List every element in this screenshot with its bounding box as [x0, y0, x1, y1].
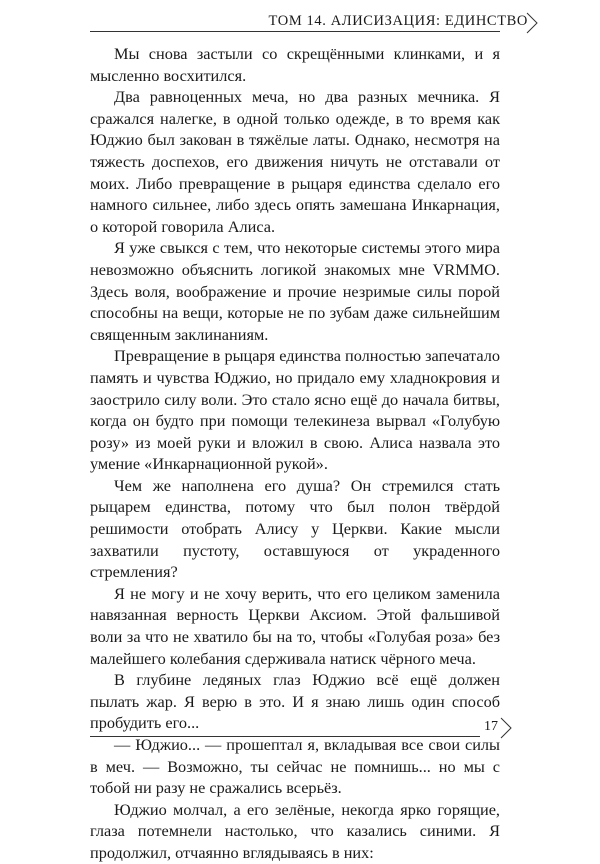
- paragraph: Юджио молчал, а его зелёные, некогда ярко горящие, глаза потемнели настолько, что казались синими. Я продолжил, отчаянно вглядываясь в них:: [90, 799, 500, 862]
- footer-rule: [90, 736, 480, 737]
- paragraph: В глубине ледяных глаз Юджио всё ещё должен пылать жар. Я верю в это. И я знаю лишь один способ пробудить его...: [90, 670, 500, 733]
- header-rule: [90, 31, 500, 32]
- paragraph: Мы снова застыли со скрещёнными клинками, и я мысленно восхитился.: [90, 44, 500, 85]
- paragraph: Превращение в рыцаря единства полностью запечатало память и чувства Юджио, но придало ему хладнокровия и заострило силу воли. Это стало ясно ещё до начала битвы, когда он будто при помощи телекинеза вырвал «Голубую розу» из моей руки и вложил в свою. Алиса назвала это умение «Инкарнационной рукой».: [90, 346, 500, 474]
- paragraph: Я не могу и не хочу верить, что его целиком заменила навязанная верность Церкви Аксиом. Этой фальшивой воли за что не хватило бы на то, чтобы «Голубая роза» без малейшего колебания сдерживала натиск чёрного меча.: [90, 583, 500, 668]
- chevron-right-icon: [526, 12, 538, 34]
- paragraph: — Юджио... — прошептал я, вкладывая все свои силы в меч. — Возможно, ты сейчас не помнишь... но мы с тобой ни разу не сражались всерьёз.: [90, 735, 500, 798]
- body-text: [90, 43, 500, 864]
- paragraph: Чем же наполнена его душа? Он стремился стать рыцарем единства, потому что был полон твёрдой решимости отобрать Алису у Церкви. Какие мысли захватили пустоту, оставшуюся от украденного стремления?: [90, 475, 500, 582]
- running-header: [90, 10, 600, 32]
- chevron-right-icon: [500, 717, 512, 739]
- page-footer: [90, 716, 520, 738]
- paragraph: Я уже свыкся с тем, что некоторые системы этого мира невозможно объяснить логикой знакомых мне VRMMO. Здесь воля, воображение и прочие незримые силы порой способны на вещи, которые не по зубам даже сильнейшим священным заклинаниям.: [90, 238, 500, 344]
- paragraph: Два равноценных меча, но два разных мечника. Я сражался налегке, в одной только одежде, в то время как Юджио был закован в тяжёлые латы. Однако, несмотря на тяжесть доспехов, его движения ничуть не отставали от моих. Либо превращение в рыцаря единства сделало его намного сильнее, либо здесь опять замешана Инкарнация, о которой говорила Алиса.: [90, 87, 500, 236]
- page-number: 17: [484, 719, 498, 734]
- book-title: ТОМ 14. АЛИСИЗАЦИЯ: ЕДИНСТВО: [268, 13, 528, 29]
